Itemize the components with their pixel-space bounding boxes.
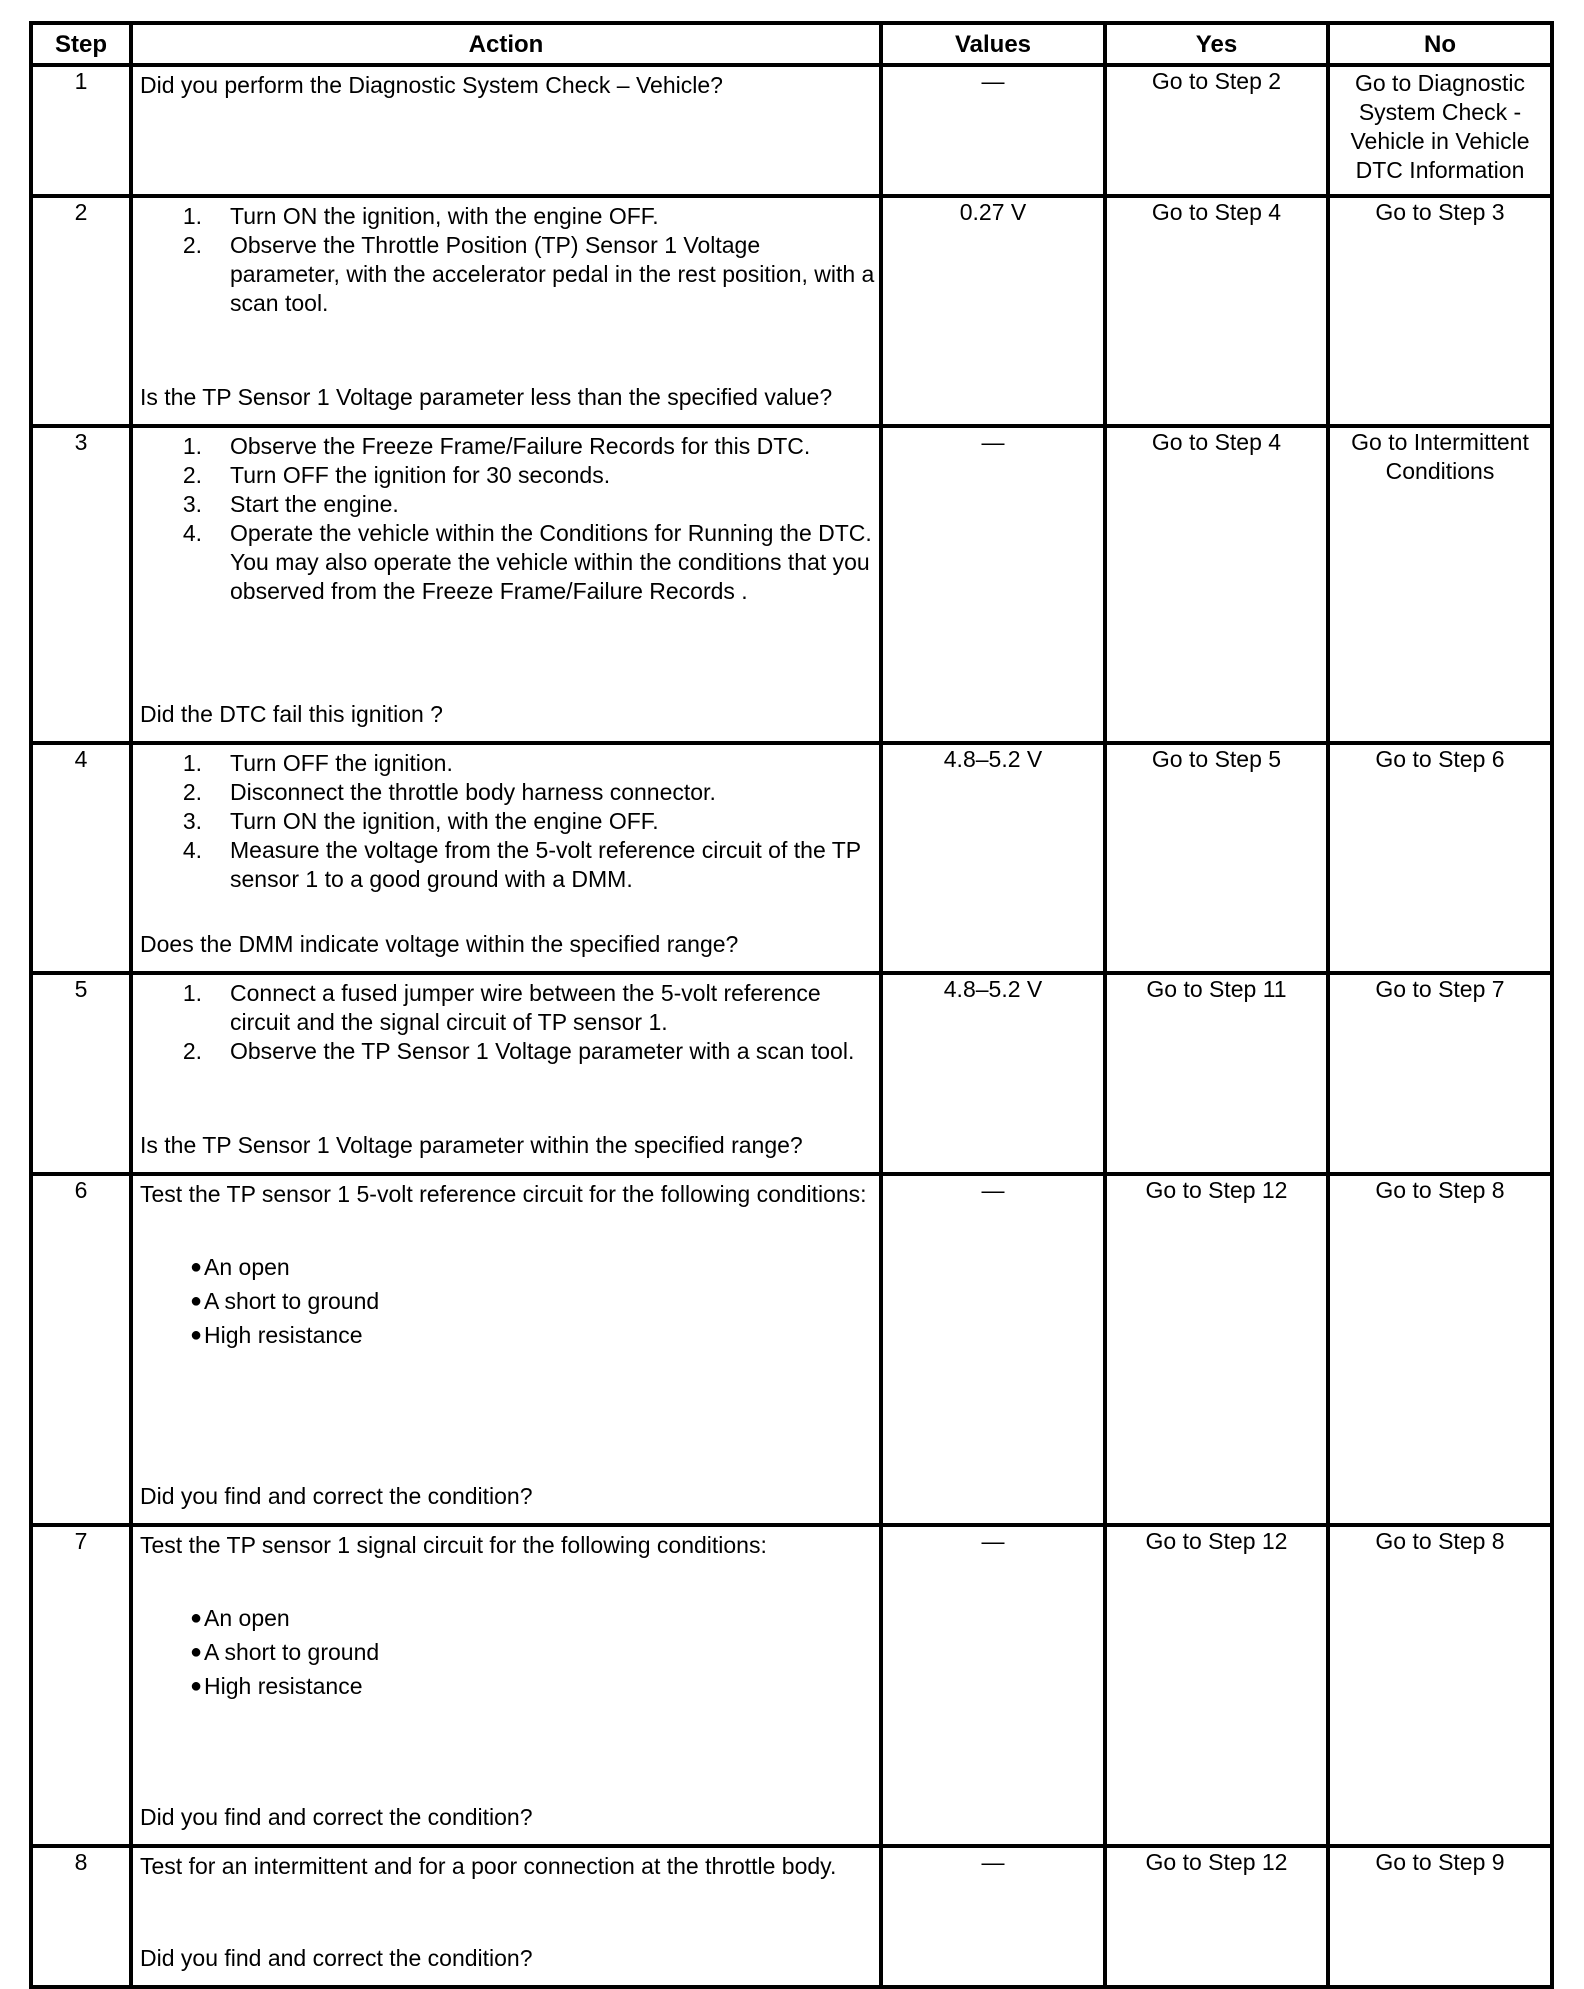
procedure-item-number: 2. bbox=[182, 1038, 202, 1064]
procedure-item bbox=[140, 979, 875, 1037]
action-intro: Did you perform the Diagnostic System Check – Vehicle? bbox=[140, 72, 723, 98]
no-outcome: Go to Step 6 bbox=[1328, 743, 1552, 973]
action-cell bbox=[131, 426, 881, 743]
condition-item bbox=[140, 1635, 875, 1669]
procedure-item bbox=[140, 836, 875, 894]
action-question: Did you find and correct the condition? bbox=[140, 1945, 533, 1971]
table-row bbox=[31, 743, 1552, 973]
value-cell: — bbox=[881, 1174, 1105, 1525]
procedure-item-text: Observe the Freeze Frame/Failure Records for this DTC. bbox=[230, 433, 811, 459]
condition-item bbox=[140, 1250, 875, 1284]
procedure-item-number: 2. bbox=[182, 462, 202, 488]
header-yes: Yes bbox=[1105, 23, 1328, 65]
condition-text: High resistance bbox=[204, 1673, 363, 1699]
action-intro: Test for an intermittent and for a poor connection at the throttle body. bbox=[140, 1853, 837, 1879]
procedure-item-number: 1. bbox=[182, 203, 202, 229]
header-action: Action bbox=[131, 23, 881, 65]
condition-item bbox=[140, 1284, 875, 1318]
table-row bbox=[31, 1525, 1552, 1846]
table-row bbox=[31, 65, 1552, 196]
table-row bbox=[31, 426, 1552, 743]
procedure-item-text: Operate the vehicle within the Conditions for Running the DTC. You may also operate the vehicle within the conditions that you observed from the Freeze Frame/Failure Records . bbox=[230, 520, 872, 604]
no-outcome: Go to Step 9 bbox=[1328, 1846, 1552, 1987]
yes-outcome: Go to Step 4 bbox=[1105, 196, 1328, 426]
procedure-item-number: 1. bbox=[182, 750, 202, 776]
action-intro: Test the TP sensor 1 5-volt reference circuit for the following conditions: bbox=[140, 1181, 867, 1207]
bullet-icon: ● bbox=[190, 1641, 203, 1663]
header-values: Values bbox=[881, 23, 1105, 65]
no-outcome: Go to Step 3 bbox=[1328, 196, 1552, 426]
action-question: Is the TP Sensor 1 Voltage parameter within the specified range? bbox=[140, 1132, 803, 1158]
bullet-icon: ● bbox=[190, 1256, 203, 1278]
step-number: 1 bbox=[31, 65, 131, 196]
condition-text: An open bbox=[204, 1254, 290, 1280]
procedure-item-text: Turn ON the ignition, with the engine OFF. bbox=[230, 808, 659, 834]
step-number: 5 bbox=[31, 973, 131, 1174]
value-cell: 0.27 V bbox=[881, 196, 1105, 426]
procedure-item bbox=[140, 202, 875, 231]
condition-text: A short to ground bbox=[204, 1639, 380, 1665]
step-number: 7 bbox=[31, 1525, 131, 1846]
condition-item bbox=[140, 1601, 875, 1635]
procedure-item-text: Start the engine. bbox=[230, 491, 399, 517]
procedure-item bbox=[140, 519, 875, 606]
procedure-item-number: 4. bbox=[182, 520, 202, 546]
procedure-item bbox=[140, 432, 875, 461]
header-row bbox=[31, 23, 1552, 65]
action-body bbox=[140, 1531, 875, 1703]
condition-text: High resistance bbox=[204, 1322, 363, 1348]
procedure-list bbox=[140, 432, 875, 606]
yes-outcome: Go to Step 4 bbox=[1105, 426, 1328, 743]
bullet-icon: ● bbox=[190, 1675, 203, 1697]
value-cell: — bbox=[881, 1525, 1105, 1846]
procedure-item-text: Observe the Throttle Position (TP) Sensor 1 Voltage parameter, with the accelerator pedal in the rest position, with a scan tool. bbox=[230, 232, 875, 316]
table-row bbox=[31, 1174, 1552, 1525]
table-row bbox=[31, 196, 1552, 426]
procedure-list bbox=[140, 749, 875, 894]
procedure-item bbox=[140, 231, 875, 318]
procedure-item-number: 2. bbox=[182, 779, 202, 805]
procedure-item-number: 3. bbox=[182, 808, 202, 834]
step-number: 2 bbox=[31, 196, 131, 426]
procedure-item bbox=[140, 807, 875, 836]
action-question: Did you find and correct the condition? bbox=[140, 1804, 533, 1830]
action-question: Is the TP Sensor 1 Voltage parameter less than the specified value? bbox=[140, 384, 833, 410]
procedure-list bbox=[140, 202, 875, 318]
action-cell bbox=[131, 196, 881, 426]
procedure-item bbox=[140, 1037, 875, 1066]
action-body bbox=[140, 432, 875, 606]
condition-text: A short to ground bbox=[204, 1288, 380, 1314]
procedure-item bbox=[140, 749, 875, 778]
action-intro: Test the TP sensor 1 signal circuit for the following conditions: bbox=[140, 1532, 767, 1558]
no-outcome: Go to Diagnostic System Check - Vehicle in Vehicle DTC Information bbox=[1328, 65, 1552, 196]
yes-outcome: Go to Step 5 bbox=[1105, 743, 1328, 973]
step-number: 3 bbox=[31, 426, 131, 743]
yes-outcome: Go to Step 12 bbox=[1105, 1846, 1328, 1987]
action-body bbox=[140, 1180, 875, 1352]
condition-list bbox=[140, 1601, 875, 1703]
procedure-item-text: Turn OFF the ignition for 30 seconds. bbox=[230, 462, 611, 488]
procedure-item bbox=[140, 490, 875, 519]
value-cell: 4.8–5.2 V bbox=[881, 743, 1105, 973]
value-cell: — bbox=[881, 426, 1105, 743]
header-step: Step bbox=[31, 23, 131, 65]
action-body bbox=[140, 1852, 875, 1881]
no-outcome: Go to Intermittent Conditions bbox=[1328, 426, 1552, 743]
action-body bbox=[140, 202, 875, 318]
header-no: No bbox=[1328, 23, 1552, 65]
action-body bbox=[140, 749, 875, 894]
no-outcome: Go to Step 8 bbox=[1328, 1525, 1552, 1846]
step-number: 8 bbox=[31, 1846, 131, 1987]
procedure-item-text: Observe the TP Sensor 1 Voltage parameter with a scan tool. bbox=[230, 1038, 855, 1064]
action-cell bbox=[131, 65, 881, 196]
no-outcome: Go to Step 8 bbox=[1328, 1174, 1552, 1525]
action-cell bbox=[131, 1525, 881, 1846]
procedure-item bbox=[140, 778, 875, 807]
procedure-item-text: Disconnect the throttle body harness connector. bbox=[230, 779, 716, 805]
diagnostic-table bbox=[29, 21, 1554, 1989]
procedure-item-number: 1. bbox=[182, 980, 202, 1006]
action-cell bbox=[131, 1846, 881, 1987]
procedure-item-number: 1. bbox=[182, 433, 202, 459]
procedure-item-text: Measure the voltage from the 5-volt reference circuit of the TP sensor 1 to a good ground with a DMM. bbox=[230, 837, 861, 892]
action-cell bbox=[131, 973, 881, 1174]
condition-item bbox=[140, 1318, 875, 1352]
procedure-item bbox=[140, 461, 875, 490]
yes-outcome: Go to Step 12 bbox=[1105, 1174, 1328, 1525]
yes-outcome: Go to Step 2 bbox=[1105, 65, 1328, 196]
yes-outcome: Go to Step 11 bbox=[1105, 973, 1328, 1174]
action-body bbox=[140, 71, 875, 100]
procedure-item-number: 4. bbox=[182, 837, 202, 863]
value-cell: — bbox=[881, 65, 1105, 196]
action-question: Did the DTC fail this ignition ? bbox=[140, 701, 443, 727]
bullet-icon: ● bbox=[190, 1607, 203, 1629]
bullet-icon: ● bbox=[190, 1290, 203, 1312]
value-cell: — bbox=[881, 1846, 1105, 1987]
procedure-item-number: 2. bbox=[182, 232, 202, 258]
table-row bbox=[31, 973, 1552, 1174]
procedure-item-text: Turn OFF the ignition. bbox=[230, 750, 453, 776]
action-cell bbox=[131, 743, 881, 973]
step-number: 6 bbox=[31, 1174, 131, 1525]
condition-item bbox=[140, 1669, 875, 1703]
procedure-item-text: Connect a fused jumper wire between the 5-volt reference circuit and the signal circuit of TP sensor 1. bbox=[230, 980, 821, 1035]
action-question: Does the DMM indicate voltage within the specified range? bbox=[140, 931, 739, 957]
condition-list bbox=[140, 1250, 875, 1352]
action-question: Did you find and correct the condition? bbox=[140, 1483, 533, 1509]
action-cell bbox=[131, 1174, 881, 1525]
procedure-list bbox=[140, 979, 875, 1066]
table-row bbox=[31, 1846, 1552, 1987]
yes-outcome: Go to Step 12 bbox=[1105, 1525, 1328, 1846]
action-body bbox=[140, 979, 875, 1066]
bullet-icon: ● bbox=[190, 1324, 203, 1346]
condition-text: An open bbox=[204, 1605, 290, 1631]
procedure-item-number: 3. bbox=[182, 491, 202, 517]
value-cell: 4.8–5.2 V bbox=[881, 973, 1105, 1174]
step-number: 4 bbox=[31, 743, 131, 973]
procedure-item-text: Turn ON the ignition, with the engine OFF. bbox=[230, 203, 659, 229]
no-outcome: Go to Step 7 bbox=[1328, 973, 1552, 1174]
